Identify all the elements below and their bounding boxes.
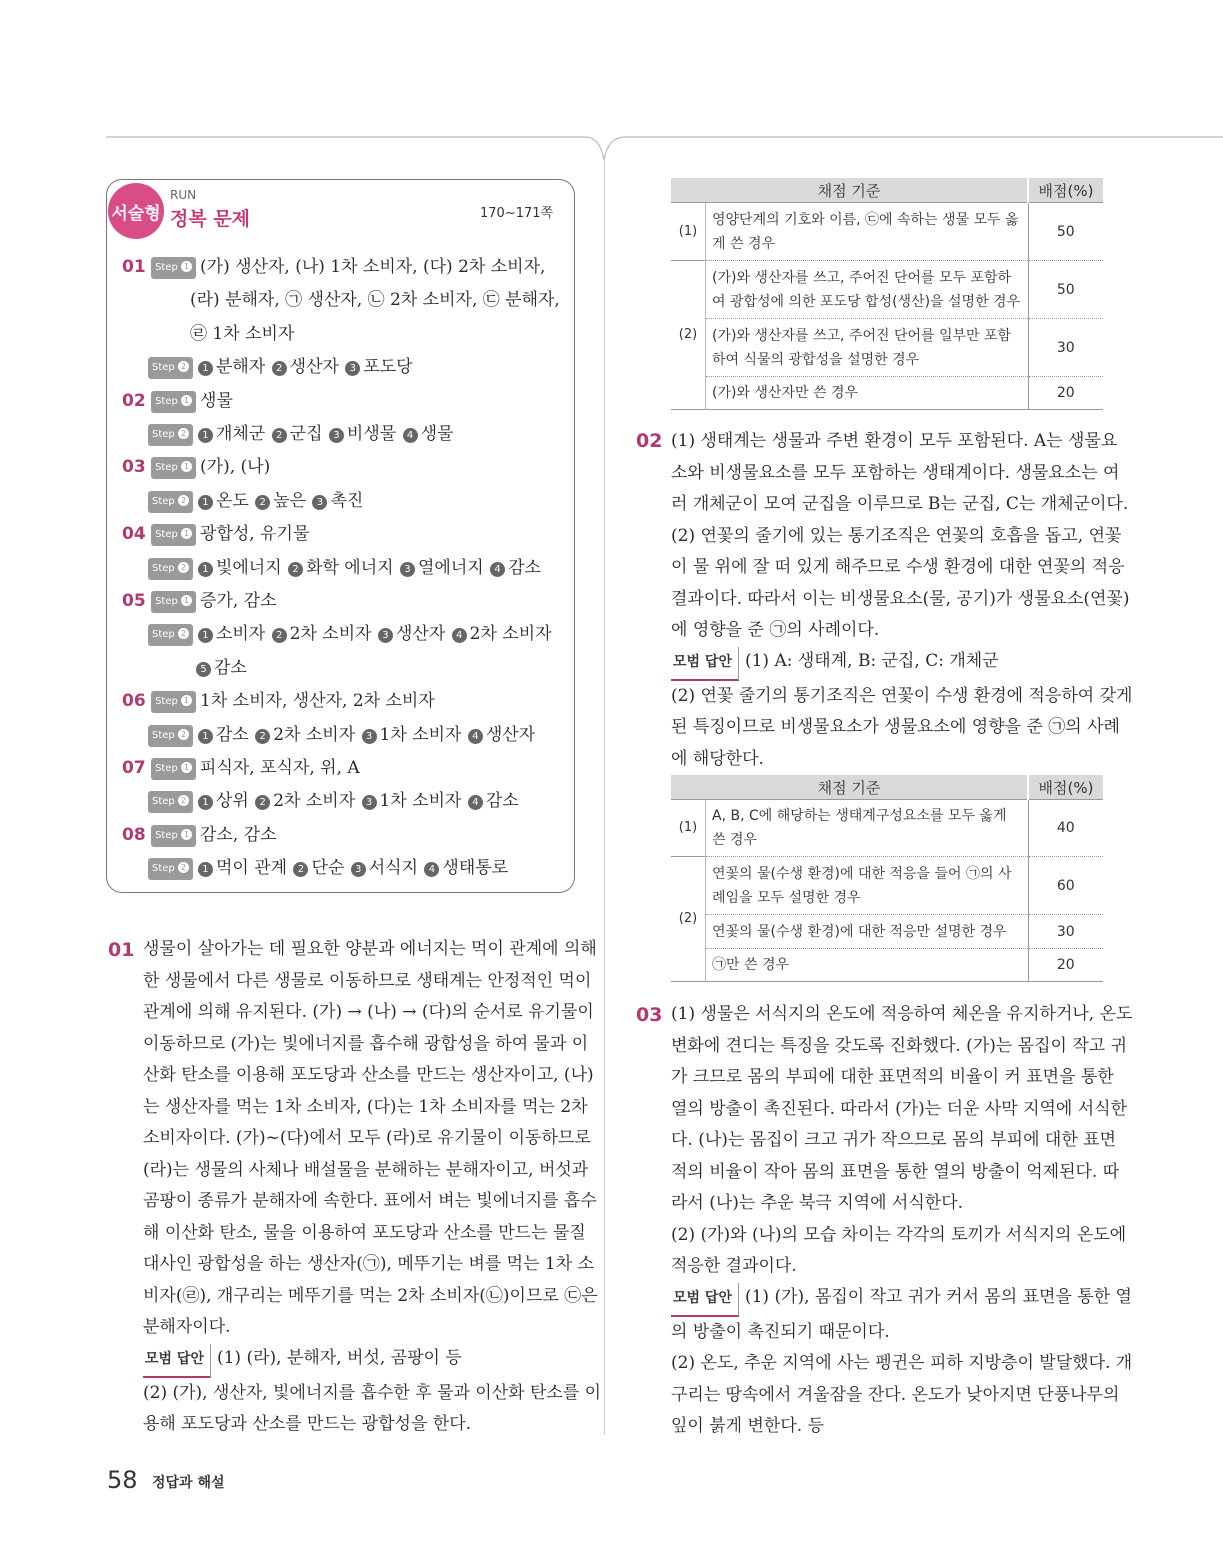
step-item: 2차 소비자 [273, 724, 356, 745]
table-part: (2) [671, 857, 706, 982]
text-line: 열의 방출이 촉진된다. 따라서 (가)는 더운 사막 지역에 서식한 [671, 1098, 1128, 1119]
text-line: 는 생산자를 먹는 1차 소비자, (다)는 1차 소비자를 먹는 2차 [143, 1096, 588, 1117]
run-line-text: 감소, 감소 [200, 824, 277, 845]
circled-number-icon: 1 [198, 729, 213, 744]
run-line [190, 290, 560, 310]
text-line: 소비자이다. (가)~(다)에서 모두 (라)로 유기물이 이동하므로 [143, 1128, 591, 1148]
table-part: (2) [671, 261, 706, 410]
text-line: 변화에 견디는 특징을 갖도록 진화했다. (가)는 몸집이 작고 귀 [671, 1035, 1128, 1056]
text-line: 적의 비율이 작아 몸의 표면을 통한 열의 방출이 억제된다. 따 [671, 1161, 1120, 1182]
q01-model-answer [143, 1343, 602, 1441]
q02-answer2-line3: 에 해당한다. [671, 748, 764, 769]
step-badge: Step 1 [151, 691, 196, 713]
q01-answer2-line2: 용해 포도당과 산소를 만드는 광합성을 한다. [143, 1414, 472, 1434]
question-number: 06 [122, 691, 146, 712]
q02-answer2-line1: (2) 연꽃 줄기의 통기조직은 연꽃이 수생 환경에 적응하여 갖게 [671, 685, 1133, 706]
run-line [148, 558, 541, 580]
q03-answer-line1: 의 방출이 촉진되기 때문이다. [671, 1321, 890, 1342]
circled-number-icon: 5 [196, 662, 211, 677]
circled-number-icon: 2 [255, 495, 270, 510]
table-header-criteria: 채점 기준 [671, 775, 1028, 800]
table-criteria: ㉠만 쓴 경우 [706, 949, 1029, 982]
text-line: 이동하므로 (가)는 빛에너지를 흡수해 광합성을 하여 물과 이 [143, 1033, 589, 1054]
step-badge: Step 1 [151, 591, 196, 613]
run-line-text: (라) 분해자, ㉠ 생산자, ㉡ 2차 소비자, ㉢ 분해자, [190, 290, 560, 311]
circled-number-icon: 3 [329, 428, 344, 443]
question-number: 01 [122, 257, 146, 277]
table-part: (1) [671, 203, 706, 261]
text-line: 결과이다. 따라서 이는 비생물요소(물, 공기)가 생물요소(연꽃) [671, 588, 1130, 609]
run-line [122, 457, 270, 479]
table-points: 50 [1028, 261, 1103, 319]
step-item: 생태통로 [442, 858, 509, 879]
table-row [671, 319, 1103, 377]
text-line: 다. (나)는 몸집이 크고 귀가 작으므로 몸의 부피에 대한 표면 [671, 1130, 1117, 1150]
question-number: 02 [122, 390, 146, 411]
run-line [122, 524, 309, 546]
q02-answer1: (1) A: 생태계, B: 군집, C: 개체군 [744, 651, 999, 671]
table-header-points: 배점(%) [1028, 178, 1103, 203]
table-row [671, 949, 1103, 982]
step-item: 개체군 [215, 424, 266, 444]
circled-number-icon: 2 [272, 361, 287, 376]
q02-model-answer [671, 646, 1133, 775]
step-item: 단순 [311, 858, 345, 879]
run-line [190, 324, 294, 344]
step-item: 생산자 [395, 624, 446, 645]
step-item: 생물 [420, 424, 454, 444]
circled-number-icon: 3 [362, 729, 377, 744]
text-line: 러 개체군이 모여 군집을 이루므로 B는 군집, C는 개체군이다. [671, 494, 1129, 514]
circled-number-icon: 3 [400, 562, 415, 577]
text-line: (1) 생물은 서식지의 온도에 적응하여 체온을 유지하거나, 온도 [671, 1004, 1133, 1024]
q01-answer2-line1: (2) (가), 생산자, 빛에너지를 흡수한 후 물과 이산화 탄소를 이 [143, 1382, 602, 1403]
text-line: 이 물 위에 잘 떠 있게 해주므로 수생 환경에 대한 연꽃의 적응 [671, 557, 1125, 577]
step-item: 먹이 관계 [215, 858, 288, 879]
circled-number-icon: 2 [272, 428, 287, 443]
badge: 서술형 [108, 183, 164, 239]
run-line-text: 증가, 감소 [200, 591, 277, 611]
table-header-points: 배점(%) [1028, 775, 1103, 800]
run-line-text: ㉣ 1차 소비자 [190, 323, 295, 344]
step-item: 감소 [215, 724, 249, 745]
question-number: 08 [122, 824, 146, 845]
table-criteria: 연꽃의 물(수생 환경)에 대한 적응을 들어 ㉠의 사례임을 모두 설명한 경우 [706, 857, 1029, 915]
step-item: 빛에너지 [215, 557, 282, 578]
text-line: (2) 연꽃의 줄기에 있는 통기조직은 연꽃의 호흡을 돕고, 연꽃 [671, 525, 1122, 546]
q02-number: 02 [636, 430, 663, 452]
question-number: 03 [122, 457, 146, 478]
text-line: 산화 탄소를 이용해 포도당과 산소를 만드는 생산자이고, (나) [143, 1065, 594, 1085]
text-line: 에 영향을 준 ㉠의 사례이다. [671, 620, 880, 640]
text-line: (라)는 생물의 사체나 배설물을 분해하는 분해자이고, 버섯과 [143, 1159, 589, 1180]
step-badge: Step 1 [151, 825, 196, 847]
table-row [671, 800, 1103, 857]
circled-number-icon: 4 [468, 729, 483, 744]
run-line [148, 357, 413, 379]
text-line: 관계에 의해 유지된다. (가) → (나) → (다)의 순서로 유기물이 [143, 1002, 594, 1022]
table-row [671, 857, 1103, 915]
text-line: 대사인 광합성을 하는 생산자(㉠), 메뚜기는 벼를 먹는 1차 소 [143, 1254, 594, 1274]
step-badge: Step 1 [151, 524, 196, 546]
scoring-table-2 [671, 775, 1103, 982]
top-rule [0, 0, 1223, 170]
page-number: 58 [107, 1466, 138, 1494]
step-item: 1차 소비자 [379, 724, 462, 745]
question-number: 07 [122, 758, 146, 778]
step-item: 포도당 [363, 357, 413, 378]
run-line-text: (가), (나) [200, 457, 271, 478]
run-title: 정복 문제 [170, 208, 251, 230]
circled-number-icon: 4 [468, 795, 483, 810]
run-line [148, 858, 508, 880]
step-item: 2차 소비자 [289, 624, 372, 645]
circled-number-icon: 1 [198, 862, 213, 877]
q03-answer1: (1) (가), 몸집이 작고 귀가 커서 몸의 표면을 통한 열 [744, 1287, 1132, 1307]
circled-number-icon: 2 [255, 795, 270, 810]
step-item: 생산자 [289, 357, 339, 378]
circled-number-icon: 4 [403, 428, 418, 443]
step-item: 2차 소비자 [273, 791, 356, 812]
step-item: 군집 [289, 424, 323, 444]
model-answer-label: 모범 답안 [671, 647, 739, 681]
table-points: 30 [1028, 319, 1103, 377]
step-item: 서식지 [368, 858, 418, 879]
q03-explanation [671, 999, 1133, 1283]
table-points: 20 [1028, 377, 1103, 410]
circled-number-icon: 3 [378, 628, 393, 643]
q02-answer2-line2: 된 특징이므로 비생물요소가 생물요소에 영향을 준 ㉠의 사례 [671, 717, 1120, 737]
table-points: 40 [1028, 800, 1103, 857]
text-line: (1) 생태계는 생물과 주변 환경이 모두 포함된다. A는 생물요 [671, 431, 1118, 451]
run-line [122, 691, 435, 713]
step-item: 온도 [215, 490, 249, 511]
question-number: 05 [122, 591, 146, 611]
table-points: 20 [1028, 949, 1103, 982]
circled-number-icon: 3 [351, 862, 366, 877]
run-line [148, 725, 535, 747]
step-badge: Step 2 [148, 858, 193, 880]
step-item: 열에너지 [417, 557, 484, 578]
text-line: 소와 비생물요소를 모두 포함하는 생태계이다. 생물요소는 여 [671, 462, 1120, 483]
step-item: 1차 소비자 [379, 791, 462, 812]
circled-number-icon: 4 [452, 628, 467, 643]
circled-number-icon: 3 [312, 495, 327, 510]
q03-number: 03 [636, 1004, 663, 1026]
table-criteria: A, B, C에 해당하는 생태계구성요소를 모두 옳게 쓴 경우 [706, 800, 1029, 857]
circled-number-icon: 1 [198, 495, 213, 510]
q02-explanation [671, 426, 1130, 647]
table-criteria: (가)와 생산자를 쓰고, 주어진 단어를 일부만 포함하여 식물의 광합성을 설명한 경우 [706, 319, 1029, 377]
step-badge: Step 2 [148, 357, 193, 379]
circled-number-icon: 2 [293, 862, 308, 877]
q03-answer-line2: (2) 온도, 추운 지역에 사는 펭귄은 피하 지방층이 발달했다. 개 [671, 1353, 1133, 1373]
step-item: 생산자 [485, 724, 536, 745]
table-row [671, 377, 1103, 410]
text-line: 가 크므로 몸의 부피에 대한 표면적의 비율이 커 표면을 통한 [671, 1067, 1114, 1087]
step-item: 화학 에너지 [306, 557, 394, 578]
step-badge: Step 2 [148, 558, 193, 580]
step-item: 감소 [214, 657, 247, 678]
step-item: 촉진 [330, 490, 364, 511]
run-line [148, 791, 519, 813]
q01-answer1: (1) (라), 분해자, 버섯, 곰팡이 등 [216, 1348, 462, 1368]
text-line: 라서 (나)는 추운 북극 지역에 서식한다. [671, 1193, 964, 1213]
column-divider [604, 160, 605, 1435]
step-item: 감소 [508, 557, 541, 578]
circled-number-icon: 1 [198, 628, 213, 643]
table-criteria: (가)와 생산자를 쓰고, 주어진 단어를 모두 포함하여 광합성에 의한 포도당 합성(생산)을 설명한 경우 [706, 261, 1029, 319]
table-header-criteria: 채점 기준 [671, 178, 1028, 203]
circled-number-icon: 3 [362, 795, 377, 810]
circled-number-icon: 2 [288, 562, 303, 577]
table-criteria: (가)와 생산자만 쓴 경우 [706, 377, 1029, 410]
run-line [148, 491, 363, 513]
run-line-text: 1차 소비자, 생산자, 2차 소비자 [200, 691, 435, 712]
text-line: 비자(㉣), 개구리는 메뚜기를 먹는 2차 소비자(㉡)이므로 ㉢은 [143, 1285, 598, 1306]
circled-number-icon: 2 [255, 729, 270, 744]
run-line [148, 624, 552, 646]
run-line [122, 591, 277, 613]
run-line [195, 658, 247, 678]
circled-number-icon: 2 [272, 628, 287, 643]
table-row [671, 203, 1103, 261]
step-item: 비생물 [346, 424, 397, 444]
q03-answer-line3: 구리는 땅속에서 겨울잠을 잔다. 온도가 낮아지면 단풍나무의 [671, 1384, 1120, 1405]
text-line: 적응한 결과이다. [671, 1256, 797, 1276]
model-answer-label: 모범 답안 [143, 1344, 211, 1378]
step-badge: Step 1 [151, 257, 196, 279]
step-badge: Step 2 [148, 491, 193, 513]
step-item: 분해자 [215, 357, 266, 378]
question-number: 04 [122, 524, 146, 545]
run-line-text: (가) 생산자, (나) 1차 소비자, (다) 2차 소비자, [200, 257, 546, 277]
step-item: 감소 [485, 791, 519, 812]
step-badge: Step 2 [148, 624, 193, 646]
model-answer-label: 모범 답안 [671, 1283, 739, 1317]
footer-title: 정답과 해설 [152, 1475, 225, 1491]
q03-model-answer [671, 1282, 1133, 1443]
table-criteria: 영양단계의 기호와 이름, ㉢에 속하는 생물 모두 옳게 쓴 경우 [706, 203, 1029, 261]
scoring-table-1 [671, 178, 1103, 410]
run-line-text: 광합성, 유기물 [200, 524, 310, 545]
table-points: 60 [1028, 857, 1103, 915]
step-item: 2차 소비자 [469, 624, 552, 645]
run-label: RUN [170, 188, 197, 202]
text-line: 분해자이다. [143, 1317, 231, 1337]
step-badge: Step 2 [148, 725, 193, 747]
text-line: 해 이산화 탄소, 물을 이용하여 포도당과 산소를 만드는 물질 [143, 1222, 586, 1243]
run-line-text: 생물 [200, 390, 233, 411]
run-line [122, 391, 233, 413]
text-line: 한 생물에서 다른 생물로 이동하므로 생태계는 안정적인 먹이 [143, 970, 592, 991]
step-item: 상위 [215, 791, 249, 812]
step-badge: Step 2 [148, 791, 193, 813]
text-line: (2) (가)와 (나)의 모습 차이는 각각의 토끼가 서식지의 온도에 [671, 1224, 1127, 1245]
run-line [122, 257, 545, 279]
circled-number-icon: 3 [345, 361, 360, 376]
table-criteria: 연꽃의 물(수생 환경)에 대한 적응만 설명한 경우 [706, 915, 1029, 949]
step-badge: Step 2 [148, 424, 193, 446]
table-row [671, 915, 1103, 949]
run-line-text: 피식자, 포식자, 위, A [200, 758, 360, 778]
step-item: 높은 [273, 490, 307, 511]
table-part: (1) [671, 800, 706, 857]
circled-number-icon: 1 [198, 361, 213, 376]
table-points: 30 [1028, 915, 1103, 949]
table-points: 50 [1028, 203, 1103, 261]
step-badge: Step 1 [151, 758, 196, 780]
q01-explanation [143, 934, 598, 1344]
run-pages: 170~171쪽 [480, 206, 554, 221]
text-line: 곰팡이 종류가 분해자에 속한다. 표에서 벼는 빛에너지를 흡수 [143, 1191, 597, 1211]
circled-number-icon: 1 [198, 795, 213, 810]
step-badge: Step 1 [151, 457, 196, 479]
circled-number-icon: 4 [424, 862, 439, 877]
circled-number-icon: 4 [490, 562, 505, 577]
q03-answer-line4: 잎이 붉게 변한다. 등 [671, 1416, 824, 1436]
table-row [671, 261, 1103, 319]
run-line [122, 758, 360, 780]
circled-number-icon: 1 [198, 428, 213, 443]
q01-number: 01 [108, 939, 135, 961]
step-item: 소비자 [215, 624, 266, 645]
circled-number-icon: 1 [198, 562, 213, 577]
text-line: 생물이 살아가는 데 필요한 양분과 에너지는 먹이 관계에 의해 [143, 939, 597, 959]
run-line [148, 424, 453, 446]
run-line [122, 825, 277, 847]
step-badge: Step 1 [151, 391, 196, 413]
